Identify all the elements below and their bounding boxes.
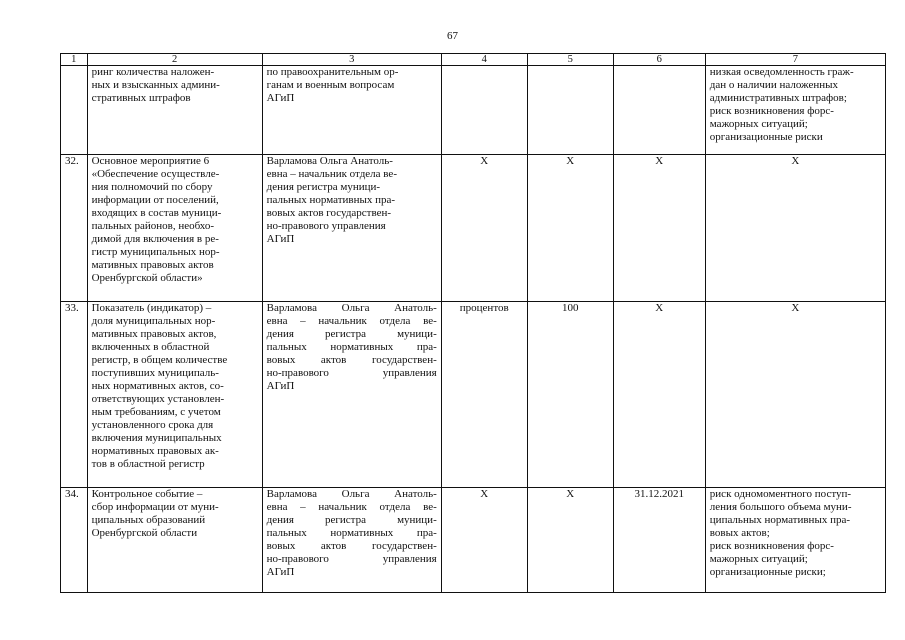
cell-text-line: информации от поселений, bbox=[91, 194, 219, 206]
cell-text-line: евна – начальник отдела ве- bbox=[266, 501, 437, 513]
cell-text-line: евна – начальник отдела ве- bbox=[266, 168, 397, 180]
cell-text-line: установленного срока для bbox=[91, 419, 214, 431]
column-header: 7 bbox=[705, 54, 885, 66]
risks-cell bbox=[705, 66, 885, 155]
unit-cell bbox=[441, 66, 527, 155]
cell-text-line: входящих в состав муници- bbox=[91, 207, 222, 219]
responsible-person-cell bbox=[262, 302, 441, 488]
cell-text-line: евна – начальник отдела ве- bbox=[266, 315, 437, 327]
cell-text-line: гистр муниципальных нор- bbox=[91, 246, 220, 258]
cell-text-line: АГиП bbox=[266, 566, 295, 578]
column-header: 5 bbox=[527, 54, 613, 66]
table-row bbox=[61, 302, 886, 488]
measure-name-cell bbox=[87, 66, 262, 155]
cell-text-line: пальных нормативных пра- bbox=[266, 194, 396, 206]
cell-text-line: риск одномоментного поступ- bbox=[709, 488, 852, 500]
value-cell: Х bbox=[527, 488, 613, 593]
cell-text-line: сбор информации от муни- bbox=[91, 501, 219, 513]
cell-text-line: стративных штрафов bbox=[91, 92, 191, 104]
cell-text-line: административных штрафов; bbox=[709, 92, 847, 104]
cell-text-line: дения регистра муници- bbox=[266, 181, 381, 193]
cell-text-line: Показатель (индикатор) – bbox=[91, 302, 212, 314]
cell-text-line: тов в областной регистр bbox=[91, 458, 205, 470]
header-row bbox=[61, 54, 886, 66]
row-number-cell: 34. bbox=[61, 488, 88, 593]
cell-text-line: вовых актов; bbox=[709, 527, 770, 539]
column-header: 3 bbox=[262, 54, 441, 66]
measures-table bbox=[60, 53, 886, 593]
cell-text-line: мативных правовых актов bbox=[91, 259, 214, 271]
cell-text-line: доля муниципальных нор- bbox=[91, 315, 216, 327]
cell-text-line: ципальных нормативных пра- bbox=[709, 514, 851, 526]
cell-text-line: нормативных правовых ак- bbox=[91, 445, 219, 457]
cell-text-line: ганам и военным вопросам bbox=[266, 79, 395, 91]
date-cell: 31.12.2021 bbox=[613, 488, 705, 593]
cell-text-line: ципальных образований bbox=[91, 514, 206, 526]
risks-cell bbox=[705, 488, 885, 593]
cell-text-line: дан о наличии наложенных bbox=[709, 79, 839, 91]
column-header: 4 bbox=[441, 54, 527, 66]
row-number-cell: 33. bbox=[61, 302, 88, 488]
table-row bbox=[61, 66, 886, 155]
value-cell: Х bbox=[527, 155, 613, 302]
cell-text-line: но-правового управления bbox=[266, 220, 386, 232]
cell-text-line: риск возникновения форс- bbox=[709, 540, 834, 552]
date-cell bbox=[613, 66, 705, 155]
table-row bbox=[61, 155, 886, 302]
cell-text-line: ния полномочий по сбору bbox=[91, 181, 213, 193]
table-row bbox=[61, 488, 886, 593]
cell-text-line: ным требованиям, с учетом bbox=[91, 406, 221, 418]
column-header: 2 bbox=[87, 54, 262, 66]
cell-text-line: «Обеспечение осуществле- bbox=[91, 168, 220, 180]
cell-text-line: дения регистра муници- bbox=[266, 328, 437, 340]
cell-text-line: Варламова Ольга Анатоль- bbox=[266, 302, 437, 314]
cell-text-line: димой для включения в ре- bbox=[91, 233, 219, 245]
cell-text-line: Оренбургской области» bbox=[91, 272, 203, 284]
row-number-cell: 32. bbox=[61, 155, 88, 302]
responsible-person-cell bbox=[262, 488, 441, 593]
cell-text-line: Основное мероприятие 6 bbox=[91, 155, 210, 167]
unit-cell: Х bbox=[441, 155, 527, 302]
cell-text-line: пальных нормативных пра- bbox=[266, 527, 437, 539]
cell-text-line: мажорных ситуаций; bbox=[709, 553, 808, 565]
row-number-cell bbox=[61, 66, 88, 155]
measure-name-cell bbox=[87, 488, 262, 593]
risks-cell bbox=[705, 155, 885, 302]
cell-text-line: Варламова Ольга Анатоль- bbox=[266, 155, 393, 167]
cell-text-line: мажорных ситуаций; bbox=[709, 118, 808, 130]
unit-cell: процентов bbox=[441, 302, 527, 488]
column-header: 6 bbox=[613, 54, 705, 66]
measure-name-cell bbox=[87, 155, 262, 302]
cell-text-line: организационные риски; bbox=[709, 566, 826, 578]
cell-text-line: но-правового управления bbox=[266, 367, 437, 379]
measure-name-cell bbox=[87, 302, 262, 488]
cell-text-line: Х bbox=[791, 302, 800, 314]
cell-text-line: ления большого объема муни- bbox=[709, 501, 852, 513]
cell-text-line: дения регистра муници- bbox=[266, 514, 437, 526]
cell-text-line: вовых актов государствен- bbox=[266, 354, 437, 366]
unit-cell: Х bbox=[441, 488, 527, 593]
cell-text-line: АГиП bbox=[266, 380, 295, 392]
cell-text-line: регистр, в общем количестве bbox=[91, 354, 228, 366]
cell-text-line: ответствующих установлен- bbox=[91, 393, 225, 405]
cell-text-line: ных нормативных актов, со- bbox=[91, 380, 224, 392]
cell-text-line: ринг количества наложен- bbox=[91, 66, 215, 78]
responsible-person-cell bbox=[262, 155, 441, 302]
cell-text-line: мативных правовых актов, bbox=[91, 328, 217, 340]
cell-text-line: организационные риски bbox=[709, 131, 823, 143]
column-header: 1 bbox=[61, 54, 88, 66]
cell-text-line: Контрольное событие – bbox=[91, 488, 203, 500]
cell-text-line: вовых актов государствен- bbox=[266, 207, 392, 219]
cell-text-line: пальных нормативных пра- bbox=[266, 341, 437, 353]
responsible-person-cell bbox=[262, 66, 441, 155]
cell-text-line: Варламова Ольга Анатоль- bbox=[266, 488, 437, 500]
cell-text-line: включенных в областной bbox=[91, 341, 210, 353]
risks-cell bbox=[705, 302, 885, 488]
date-cell: Х bbox=[613, 155, 705, 302]
cell-text-line: включения муниципальных bbox=[91, 432, 222, 444]
date-cell: Х bbox=[613, 302, 705, 488]
cell-text-line: АГиП bbox=[266, 233, 295, 245]
cell-text-line: Х bbox=[791, 155, 800, 167]
cell-text-line: ных и взысканных админи- bbox=[91, 79, 220, 91]
value-cell: 100 bbox=[527, 302, 613, 488]
cell-text-line: поступивших муниципаль- bbox=[91, 367, 219, 379]
cell-text-line: низкая осведомленность граж- bbox=[709, 66, 854, 78]
cell-text-line: вовых актов государствен- bbox=[266, 540, 437, 552]
cell-text-line: АГиП bbox=[266, 92, 295, 104]
cell-text-line: по правоохранительным ор- bbox=[266, 66, 399, 78]
page-number: 67 bbox=[447, 30, 458, 42]
value-cell bbox=[527, 66, 613, 155]
cell-text-line: но-правового управления bbox=[266, 553, 437, 565]
cell-text-line: риск возникновения форс- bbox=[709, 105, 834, 117]
cell-text-line: Оренбургской области bbox=[91, 527, 198, 539]
cell-text-line: пальных районов, необхо- bbox=[91, 220, 215, 232]
